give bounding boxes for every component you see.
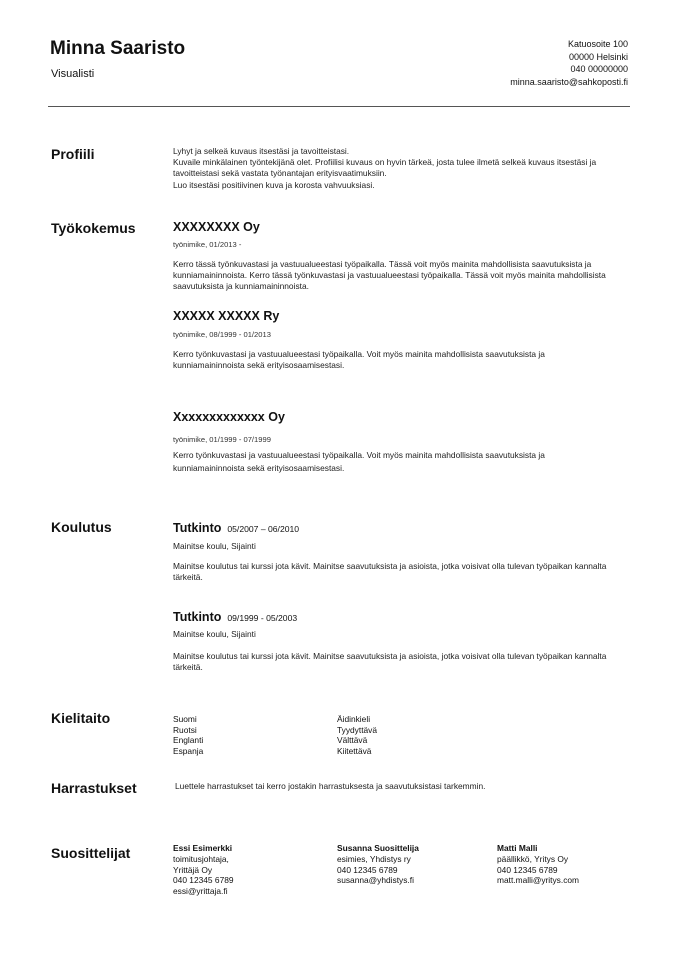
- language: Suomi: [173, 714, 197, 724]
- reference-line: päällikkö, Yritys Oy: [497, 853, 569, 864]
- language-level: Välttävä: [337, 735, 368, 745]
- phone: 040 00000000: [570, 64, 628, 74]
- reference-line: 040 12345 6789: [173, 875, 234, 886]
- degree: [173, 610, 297, 624]
- section-references: Suosittelijat: [51, 845, 131, 861]
- degree-name: Tutkinto: [173, 610, 222, 624]
- language-levels: [337, 714, 377, 756]
- profile-line: Lyhyt ja selkeä kuvaus itsestäsi ja tavoitteistasi.: [173, 146, 350, 156]
- candidate-title: Visualisti: [51, 68, 95, 80]
- section-education: Koulutus: [51, 519, 112, 535]
- header-divider: [48, 106, 630, 107]
- job-description: Kerro työnkuvastasi ja vastuualueestasi työpaikalla. Voit myös mainita mahdollisista saavutuksista ja kunniamaininnoista sekä erityisosaamisestasi.: [173, 349, 545, 371]
- job-meta: työnimike, 01/2013 -: [173, 240, 242, 249]
- degree-dates: 09/1999 - 05/2003: [227, 613, 298, 623]
- candidate-name: Minna Saaristo: [50, 38, 186, 59]
- job-description: Kerro työnkuvastasi ja vastuualueestasi työpaikalla. Voit myös mainita mahdollisista saavutuksista ja kunniamaininnoista sekä erityisosaamisestasi.: [173, 450, 545, 473]
- section-languages: Kielitaito: [51, 710, 111, 726]
- reference: [173, 843, 323, 897]
- language: Englanti: [173, 735, 204, 745]
- language-level: Kiitettävä: [337, 745, 372, 756]
- reference-line: esimies, Yhdistys ry: [337, 853, 411, 864]
- language-list: [173, 714, 203, 756]
- language: Espanja: [173, 745, 204, 756]
- section-work: Työkokemus: [51, 220, 136, 236]
- company-name: XXXXXXXX Oy: [173, 220, 260, 234]
- language: Ruotsi: [173, 724, 197, 735]
- reference-line: 040 12345 6789: [497, 864, 558, 875]
- reference-line: matt.malli@yritys.com: [497, 875, 580, 886]
- email: minna.saaristo@sahkoposti.fi: [510, 76, 628, 87]
- reference-name: Matti Malli: [497, 843, 538, 853]
- contact-info: [510, 38, 628, 88]
- job-description: Kerro tässä työnkuvastasi ja vastuualueestasi työpaikalla. Tässä voit myös mainita mahdollisista saavutuksista ja kunniamaininnoista. Kerro tässä työnkuvastasi ja vastuualueestasi työpaikalla. Tässä voit myös mainita mahdollisista saavutuksista ja kunniamaininnoista.: [173, 259, 606, 292]
- reference-line: toimitusjohtaja,: [173, 853, 229, 864]
- school: Mainitse koulu, Sijainti: [173, 629, 256, 639]
- reference-line: susanna@yhdistys.fi: [337, 875, 414, 886]
- reference-name: Susanna Suosittelija: [337, 843, 419, 853]
- profile-text: [173, 146, 613, 191]
- reference: [497, 843, 647, 886]
- school: Mainitse koulu, Sijainti: [173, 541, 256, 551]
- city: 00000 Helsinki: [568, 51, 628, 62]
- address: Katuosoite 100: [567, 39, 628, 49]
- section-hobbies: Harrastukset: [51, 780, 137, 796]
- profile-line: Kuvaile minkälainen työntekijänä olet. Profiilisi kuvaus on hyvin tärkeä, josta tulee ilmetä selkeä kuvaus itsestäsi ja tavoitteistasi sekä vastata työnantajan erityisvaatimuksiin.: [173, 157, 597, 179]
- degree: [173, 521, 299, 535]
- degree-name: Tutkinto: [173, 521, 222, 535]
- education-description: Mainitse koulutus tai kurssi jota kävit. Mainitse saavutuksista ja asioista, jotka voisivat olla tulevan työpaikan kannalta tärkeitä.: [173, 561, 607, 583]
- profile-line: Luo itsestäsi positiivinen kuva ja korosta vahvuuksiasi.: [173, 179, 375, 190]
- company-name: XXXXX XXXXX Ry: [173, 309, 280, 323]
- degree-dates: 05/2007 – 06/2010: [227, 524, 300, 534]
- job-meta: työnimike, 01/1999 - 07/1999: [173, 435, 271, 444]
- reference-line: 040 12345 6789: [337, 864, 398, 875]
- company-name: Xxxxxxxxxxxxx Oy: [173, 410, 285, 424]
- language-level: Tyydyttävä: [337, 724, 378, 735]
- section-profile: Profiili: [51, 146, 95, 162]
- job-meta: työnimike, 08/1999 - 01/2013: [173, 330, 271, 339]
- education-description: Mainitse koulutus tai kurssi jota kävit. Mainitse saavutuksista ja asioista, jotka voisivat olla tulevan työpaikan kannalta tärkeitä.: [173, 651, 607, 673]
- reference-line: essi@yrittaja.fi: [173, 886, 228, 897]
- language-level: Äidinkieli: [337, 714, 371, 724]
- reference-name: Essi Esimerkki: [173, 843, 233, 853]
- reference: [337, 843, 487, 886]
- reference-line: Yrittäjä Oy: [173, 864, 213, 875]
- hobbies-text: Luettele harrastukset tai kerro jostakin harrastuksesta ja saavutuksistasi tarkemmin.: [175, 781, 486, 791]
